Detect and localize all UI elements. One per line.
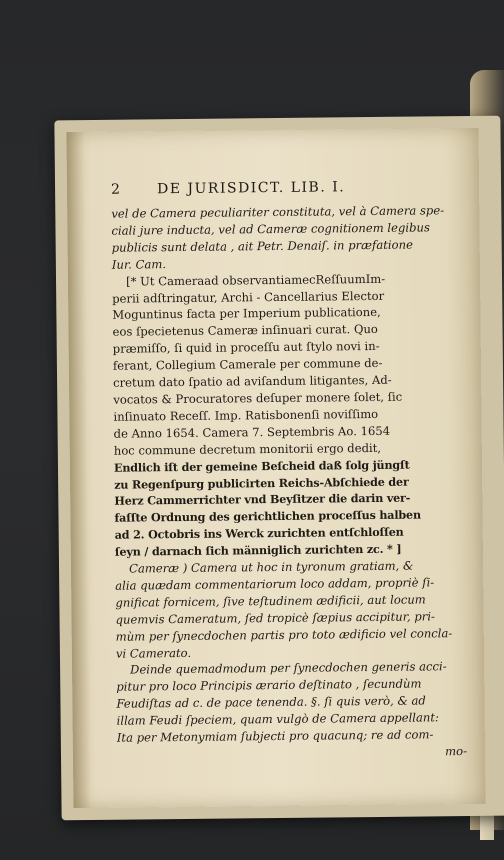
- text-line: Feudiſtas ad c. de pace tenenda. §. ſi quis verò, & ad: [116, 693, 426, 711]
- text-line: pitur pro loco Principis ærario deſtinato , ſecundùm: [116, 676, 422, 695]
- text-line: quemvis Cameratum, ſed tropicè ſæpius accipitur, pri-: [115, 609, 435, 627]
- text-line: præmiſſo, ſi quid in proceſſu aut ſtylo novi in-: [112, 339, 380, 356]
- text-line: perii adſtringatur, Archi - Cancellarius Elector: [112, 288, 385, 306]
- page-number: 2: [110, 181, 121, 198]
- book-page: [66, 128, 485, 808]
- text-line: vocatos & Procuratores deſuper monere ſolet, ſic: [113, 389, 403, 407]
- text-line: zu Regenſpurg publicirten Reichs-Abſchiede der: [114, 474, 409, 492]
- text-line: ad 2. Octobris ins Werck zurichten entſchloſſen: [114, 524, 404, 542]
- text-line: ciali jure inducta, vel ad Cameræ cognitionem legibus: [111, 220, 430, 238]
- text-line: faſſte Ordnung des gerichtlichen proceſſus halben: [114, 507, 421, 526]
- page-header: [111, 178, 463, 204]
- text-line: Moguntinus facta per Imperium publicatione,: [112, 305, 381, 323]
- text-line: eos ſpecietenus Cameræ inſinuari curat. Quo: [112, 322, 378, 340]
- page-text-block: [111, 178, 469, 764]
- text-line: Cameræ ) Camera ut hoc in tyronum gratiam, &: [128, 558, 414, 576]
- text-line: Deinde quemadmodum per ſynecdochen generis acci-: [130, 659, 447, 678]
- text-line: hoc commune decretum monitorii ergo dedit,: [113, 440, 382, 458]
- text-line: cretum dato ſpatio ad aviſandum litigantes, Ad-: [113, 372, 392, 390]
- text-line: publicis sunt delata , ait Petr. Denaiſ. in præfatione: [111, 237, 413, 255]
- text-line: illam Feudi ſpeciem, quam vulgò de Camera appellant:: [116, 710, 439, 728]
- text-line: mùm per ſynecdochen partis pro toto ædificio vel concla-: [115, 625, 453, 644]
- text-line: ſeyn / darnach ſich männiglich zurichten zc. * ]: [114, 541, 402, 559]
- text-line: Ita per Metonymiam ſubjecti pro quacunq; re ad com-: [116, 727, 434, 745]
- text-line: ferant, Collegium Camerale per commune de-: [112, 356, 383, 373]
- text-line: de Anno 1654. Camera 7. Septembris Ao. 1654: [113, 423, 391, 441]
- text-line: vel de Camera peculiariter constituta, vel à Camera spe-: [111, 203, 445, 221]
- text-line: Endlich iſt der gemeine Beſcheid daß ſolg jüngſt: [113, 457, 410, 475]
- text-line: Herz Cammerrichter vnd Beyſitzer die darin ver-: [114, 491, 411, 509]
- catchword: mo-: [444, 744, 468, 759]
- text-line: inſinuato Receſſ. Imp. Ratisbonenſi noviſſimo: [113, 406, 379, 424]
- text-line: alia quædam commentariorum loco addam, propriè ſi-: [115, 575, 435, 593]
- text-lines: [111, 202, 469, 747]
- running-head: DE JURISDICT. LIB. I.: [156, 179, 346, 198]
- text-line: [* Ut Cameraad observantiamecReſſuumIm-: [125, 271, 386, 289]
- text-line: gnificat fornicem, ſive teſtudinem ædificii, aut locum: [115, 592, 426, 610]
- text-line: Iur. Cam.: [111, 256, 167, 272]
- text-line: vi Camerato.: [115, 645, 192, 661]
